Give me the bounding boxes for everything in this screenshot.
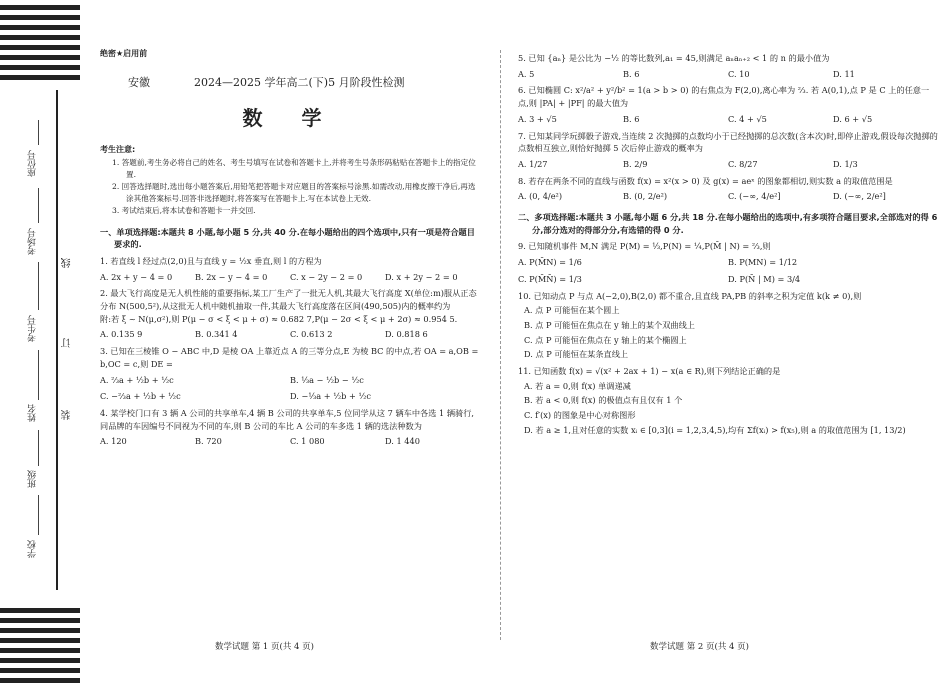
label-class: 班级 [28, 470, 38, 488]
option-a: A. 1/27 [518, 158, 548, 169]
option-b: B. 6 [623, 68, 640, 79]
option-d: D. 0.818 6 [385, 329, 428, 340]
top-stripe-pattern [0, 5, 80, 85]
option-c: C. 10 [728, 68, 750, 79]
option-c: C. −⅔a + ½b + ½c [100, 391, 181, 402]
option-a: A. (0, 4/e²) [518, 191, 563, 202]
option-c: C. 8/27 [728, 158, 758, 169]
option-d: D. 点 P 可能恒在某条直线上 [524, 349, 629, 360]
question-1 [100, 255, 480, 283]
province: 安徽 [128, 76, 150, 90]
question-stem: 11. 已知函数 f(x) = √(x² + 2ax + 1) − x(a ∈ R),则下列结论正确的是 [518, 366, 781, 377]
option-a: A. 若 a = 0,则 f(x) 单调递减 [524, 380, 631, 391]
notice-title: 考生注意: [100, 145, 136, 155]
question-5 [518, 52, 938, 80]
question-4 [100, 407, 480, 448]
option-b: B. 点 P 可能恒在焦点在 y 轴上的某个双曲线上 [524, 319, 695, 330]
question-stem: 10. 已知动点 P 与点 A(−2,0),B(2,0) 都不重合,且直线 PA,PB 的斜率之积为定值 k(k ≠ 0),则 [518, 290, 862, 301]
bottom-stripe-pattern [0, 608, 80, 688]
binding-margin [0, 0, 80, 688]
question-stem: 6. 已知椭圆 C: x²/a² + y²/b² = 1(a > b > 0) 的右焦点为 F(2,0),离心率为 ⅔. 若 A(0,1),点 P 是 C 上的任意一点,则 |PA| + |PF| 的最大值为 [518, 85, 930, 109]
cut-mark-bind: 订 [62, 338, 73, 348]
question-stem: 9. 已知随机事件 M,N 满足 P(M) = ⅓,P(N) = ¼,P(M̄ | N) = ⅔,则 [518, 241, 771, 252]
option-b: B. (0, 2/e²) [623, 191, 668, 202]
option-c: C. 点 P 可能恒在焦点在 y 轴上的某个椭圆上 [524, 334, 687, 345]
option-c: C. 1 080 [290, 436, 325, 447]
option-d: D. 1/3 [833, 158, 858, 169]
question-10 [518, 290, 938, 362]
question-7 [518, 130, 938, 171]
question-appendix: 附:若 ξ ~ N(μ,σ²),则 P(μ − σ < ξ < μ + σ) ≈ 0.682 7,P(μ − 2σ < ξ < μ + 2σ) ≈ 0.954 5. [100, 313, 458, 324]
option-d: D. −⅓a + ½b + ½c [290, 391, 371, 402]
option-d: D. P(N̄ | M) = 3/4 [728, 273, 801, 284]
label-seat-number: 座位号 [28, 150, 38, 177]
option-a: A. ⅔a + ½b + ½c [100, 374, 174, 385]
label-name: 姓名 [28, 404, 38, 422]
subject-title: 数 学 [242, 106, 338, 131]
question-8 [518, 175, 938, 203]
option-a: A. 3 + √5 [518, 113, 557, 124]
confidential-mark: 绝密★启用前 [100, 49, 148, 58]
question-3 [100, 345, 480, 403]
label-candidate-number: 考生号 [28, 315, 38, 342]
option-b: B. 2/9 [623, 158, 648, 169]
option-b: B. 720 [195, 436, 222, 447]
option-a: A. 点 P 可能恒在某个圆上 [524, 305, 620, 316]
question-11 [518, 365, 938, 437]
question-stem: 1. 若直线 l 经过点(2,0)且与直线 y = ½x 垂直,则 l 的方程为 [100, 255, 322, 266]
notice-item: 3. 考试结束后,将本试卷和答题卡一并交回. [112, 206, 256, 216]
option-a: A. 2x + y − 4 = 0 [100, 271, 173, 282]
option-a: A. P(M̄N) = 1/6 [518, 257, 582, 268]
page-1 [100, 48, 480, 448]
option-d: D. 6 + √5 [833, 113, 873, 124]
exam-title [100, 74, 480, 91]
option-c: C. 4 + √5 [728, 113, 767, 124]
question-6 [518, 84, 938, 125]
option-b: B. ⅓a − ½b − ½c [290, 374, 364, 385]
option-d: D. 若 a ≥ 1,且对任意的实数 xᵢ ∈ [0,3](i = 1,2,3,4,5),均有 Σf(xᵢ) > f(x₅),则 a 的取值范围为 [1, 13/2) [524, 424, 906, 435]
notice-list [100, 157, 480, 218]
option-b: B. P(MN) = 1/12 [728, 257, 798, 268]
question-stem: 5. 已知 {aₙ} 是公比为 −½ 的等比数列,a₁ = 45,则满足 aₙaₙ₊₂ < 1 的 n 的最小值为 [518, 53, 830, 63]
option-d: D. x + 2y − 2 = 0 [385, 271, 458, 282]
binding-line [56, 90, 58, 590]
page-1-footer: 数学试题 第 1 页(共 4 页) [215, 642, 314, 652]
option-c: C. x − 2y − 2 = 0 [290, 271, 363, 282]
page-2 [518, 48, 938, 437]
option-d: D. 1 440 [385, 436, 420, 447]
label-exam-room: 考场号 [28, 228, 38, 255]
notice-item: 2. 回答选择题时,选出每小题答案后,用铅笔把答题卡对应题目的答案标号涂黑.如需改动,用橡皮擦干净后,再选涂其他答案标号.回答非选择题时,将答案写在答题卡上.写在本试卷上无效. [112, 182, 476, 204]
question-stem: 7. 已知某同学玩掷骰子游戏,当连续 2 次抛掷的点数均小于已经抛掷的总次数(含本次)时,即停止游戏,假设每次抛掷的点数相互独立,则恰好抛掷 5 次后停止游戏的概率为 [518, 130, 938, 154]
section-2-heading: 二、多项选择题:本题共 3 小题,每小题 6 分,共 18 分.在每小题给出的选项中,有多项符合题目要求,全部选对的得 6 分,部分选对的得部分分,有选错的得 0 分. [518, 212, 938, 235]
section-1-heading: 一、单项选择题:本题共 8 小题,每小题 5 分,共 40 分.在每小题给出的四个选项中,只有一项是符合题目要求的. [100, 226, 475, 250]
question-9 [518, 240, 938, 285]
option-a: A. 5 [518, 68, 535, 79]
option-b: B. 若 a < 0,则 f(x) 的极值点有且仅有 1 个 [524, 395, 683, 406]
notice-item: 1. 答题前,考生务必将自己的姓名、考生号填写在试卷和答题卡上,并将考生号条形码粘贴在答题卡上的指定位置. [112, 157, 476, 179]
label-school: 学校 [28, 540, 38, 558]
option-d: D. 11 [833, 68, 855, 79]
page-divider [500, 50, 502, 640]
question-stem: 8. 若存在两条不同的直线与函数 f(x) = x²(x > 0) 及 g(x) = aeˣ 的图象都相切,则实数 a 的取值范围是 [518, 175, 893, 186]
option-b: B. 0.341 4 [195, 329, 238, 340]
option-c: C. (−∞, 4/e²] [728, 191, 781, 202]
option-d: D. (−∞, 2/e²] [833, 191, 886, 202]
question-stem: 2. 最大飞行高度是无人机性能的重要指标,某工厂生产了一批无人机,其最大飞行高度 X(单位:m)服从正态分布 N(500,5²),从这批无人机中随机抽取一件,其最大飞行高度落在区间(490,505)内的概率约为 [100, 288, 477, 312]
option-b: B. 6 [623, 113, 640, 124]
question-stem: 4. 某学校门口有 3 辆 A 公司的共享单车,4 辆 B 公司的共享单车,5 位同学从这 7 辆车中各选 1 辆骑行,同品牌的车因编号不同视为不同的车,则 B 公司的车比 A 公司的车多选 1 辆的选法种数为 [100, 407, 474, 431]
option-a: A. 0.135 9 [100, 329, 143, 340]
option-b: B. 2x − y − 4 = 0 [195, 271, 268, 282]
page-2-footer: 数学试题 第 2 页(共 4 页) [650, 642, 749, 652]
exam-name: 2024—2025 学年高二(下)5 月阶段性检测 [194, 76, 405, 90]
cut-mark-staple: 装 [62, 410, 73, 420]
option-c: C. f′(x) 的图象是中心对称图形 [524, 410, 636, 421]
question-2 [100, 287, 480, 341]
question-stem: 3. 已知在三棱锥 O − ABC 中,D 是棱 OA 上靠近点 A 的三等分点,E 为棱 BC 的中点,若 OA = a,OB = b,OC = c,则 DE = [100, 346, 479, 369]
cut-mark-line: 线 [62, 258, 73, 268]
option-c: C. P(M̄N̄) = 1/3 [518, 273, 582, 284]
option-c: C. 0.613 2 [290, 329, 333, 340]
option-a: A. 120 [100, 436, 127, 447]
